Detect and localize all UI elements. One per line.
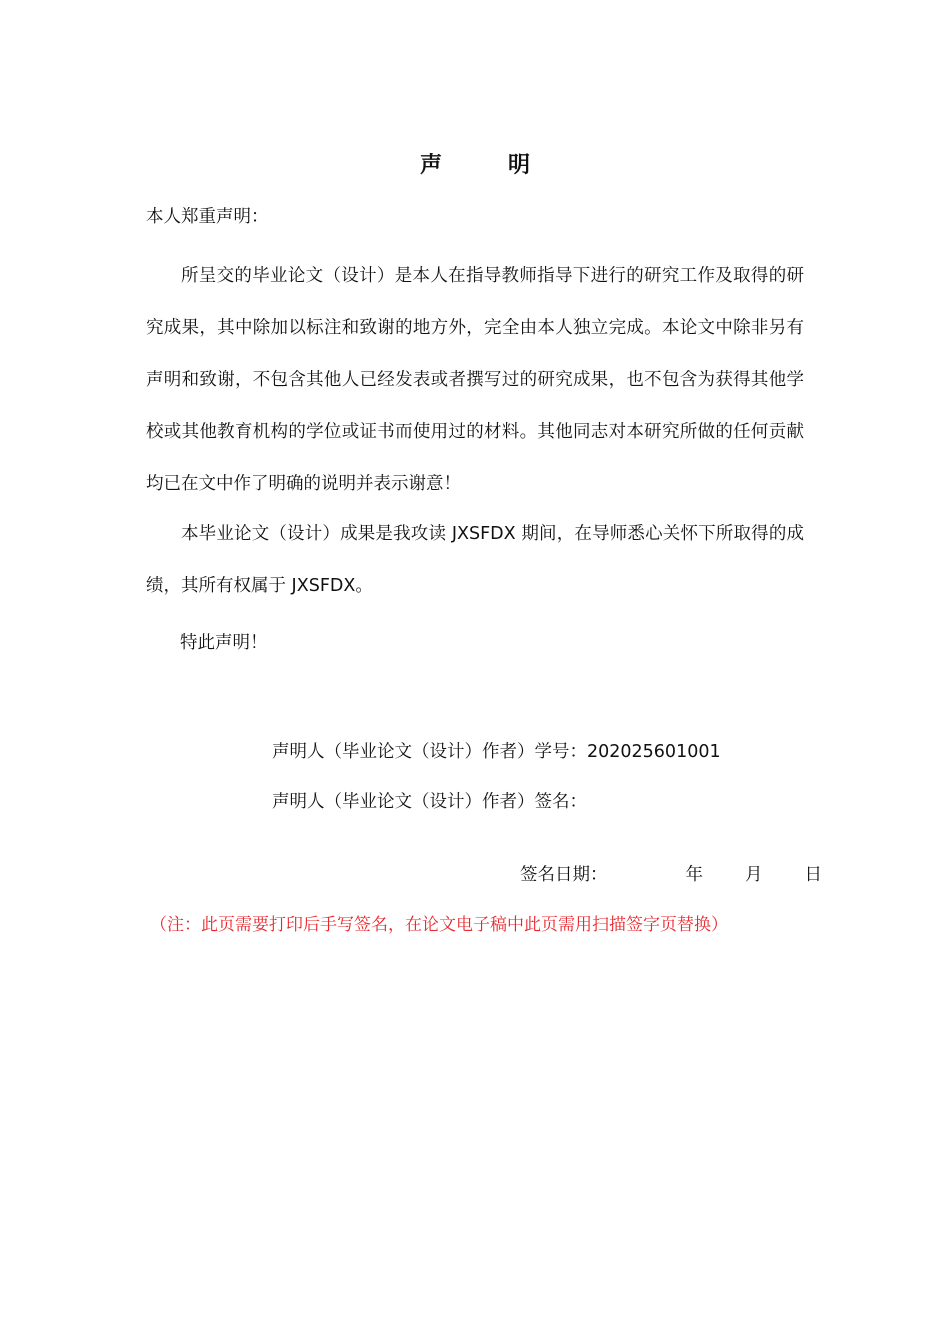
intro-text: 本人郑重声明： — [146, 207, 269, 227]
year-label: 年 — [685, 865, 703, 885]
title-char-2: 明 — [508, 153, 531, 178]
declaration-paragraph-2: 本毕业论文（设计）成果是我攻读 JXSFDX 期间，在导师悉心关怀下所取得的成绩，其所有权属于 JXSFDX。 — [146, 524, 804, 596]
month-label: 月 — [745, 865, 763, 885]
page-title — [0, 148, 950, 179]
date-label: 签名日期： — [520, 865, 608, 885]
print-note: （注：此页需要打印后手写签名，在论文电子稿中此页需用扫描签字页替换） — [150, 915, 728, 935]
declaration-paragraph-1: 所呈交的毕业论文（设计）是本人在指导教师指导下进行的研究工作及取得的研究成果，其中除加以标注和致谢的地方外，完全由本人独立完成。本论文中除非另有声明和致谢，不包含其他人已经发表或者撰写过的研究成果，也不包含为获得其他学校或其他教育机构的学位或证书而使用过的材料。其他同志对本研究所做的任何贡献均已在文中作了明确的说明并表示谢意！ — [146, 266, 804, 494]
day-label: 日 — [804, 865, 822, 885]
title-char-1: 声 — [419, 153, 442, 178]
signature-line: 声明人（毕业论文（设计）作者）签名： — [272, 792, 587, 812]
signature-date-line — [520, 864, 822, 886]
closing-text: 特此声明！ — [180, 633, 268, 653]
student-id-line: 声明人（毕业论文（设计）作者）学号：202025601001 — [272, 742, 721, 762]
